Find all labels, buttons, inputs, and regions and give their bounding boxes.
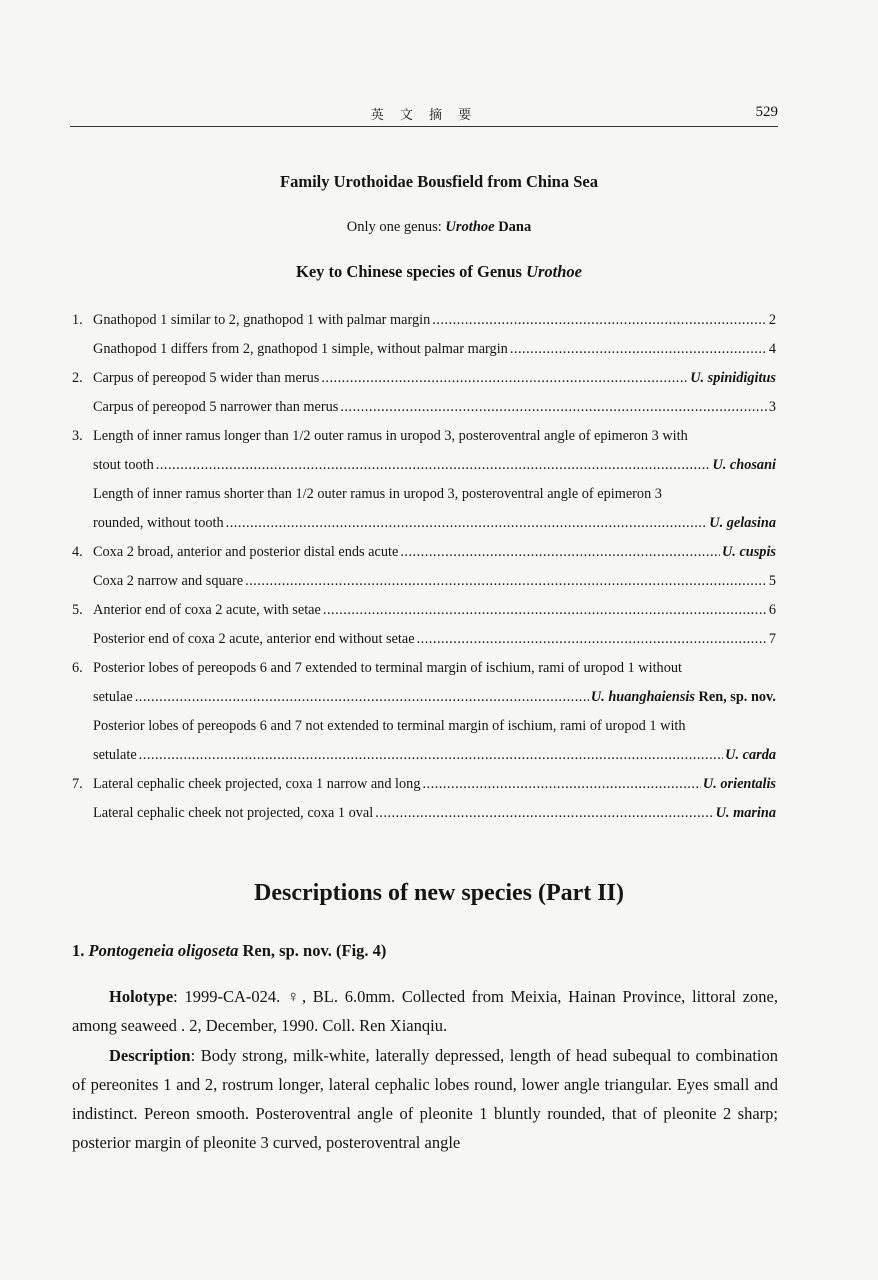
key-result-species <box>591 683 776 712</box>
key-result-species <box>725 741 776 770</box>
key-line-text: Coxa 2 broad, anterior and posterior distal ends acute <box>93 544 399 560</box>
key-entry <box>72 770 776 799</box>
key-result-species <box>716 799 776 828</box>
key-result-text: U. marina <box>715 805 776 821</box>
key-line <box>93 509 776 538</box>
key-couplet-number: 6. <box>72 660 83 676</box>
key-line-text: Posterior end of coxa 2 acute, anterior end without setae <box>93 631 415 647</box>
key-entry <box>72 538 776 567</box>
key-line-text: Length of inner ramus shorter than 1/2 outer ramus in uropod 3, posteroventral angle of epimeron 3 <box>93 486 662 502</box>
key-entry <box>72 654 776 712</box>
key-line-text: Posterior lobes of pereopods 6 and 7 not extended to terminal margin of ischium, rami of uropod 1 with <box>93 718 686 734</box>
key-result-species <box>709 509 776 538</box>
key-result-couplet <box>769 335 776 364</box>
genus-note <box>0 219 878 236</box>
key-entry <box>72 625 776 654</box>
part-title: Descriptions of new species (Part II) <box>254 880 624 906</box>
holotype-text: : 1999-CA-024. ♀, BL. 6.0mm. Collected from Meixia, Hainan Province, littoral zone, among seaweed . 2, December, 1990. Coll. Ren Xianqiu. <box>72 987 778 1035</box>
description-paragraph <box>72 1041 778 1157</box>
key-line <box>93 625 776 654</box>
leader-dots <box>139 741 724 770</box>
key-result-text: 3 <box>768 399 776 415</box>
key-line-text: Coxa 2 narrow and square <box>93 573 244 589</box>
key-line-text: Gnathopod 1 similar to 2, gnathopod 1 with palmar margin <box>93 312 431 328</box>
key-result-couplet <box>769 567 776 596</box>
key-line <box>93 306 776 335</box>
key-result-text: U. chosani <box>712 457 776 473</box>
key-line <box>93 741 776 770</box>
family-title: Family Urothoidae Bousfield from China Sea <box>280 172 598 191</box>
leader-dots <box>323 596 767 625</box>
key-couplet-number: 3. <box>72 428 83 444</box>
key-result-text: U. cuspis <box>721 544 776 560</box>
holotype-paragraph <box>72 982 778 1040</box>
key-couplet-number: 4. <box>72 544 83 560</box>
key-line <box>93 567 776 596</box>
key-result-author: Ren, sp. nov. <box>694 689 776 705</box>
key-entry-body <box>93 712 776 770</box>
key-entry-body <box>93 654 776 712</box>
key-entry <box>72 306 776 335</box>
key-entry <box>72 712 776 770</box>
key-line <box>93 451 776 480</box>
key-entry-body <box>93 364 776 393</box>
species-name: Pontogeneia oligoseta <box>88 941 239 960</box>
key-line <box>93 683 776 712</box>
running-header <box>70 102 778 127</box>
key-line <box>93 422 776 451</box>
key-entry <box>72 480 776 538</box>
key-entry <box>72 596 776 625</box>
key-result-species <box>690 364 776 393</box>
key-line-text: setulate <box>93 747 137 763</box>
key-entry <box>72 335 776 364</box>
description-label: Description <box>109 1046 191 1065</box>
key-entry-body <box>93 538 776 567</box>
key-line <box>93 596 776 625</box>
key-entry-body <box>93 625 776 654</box>
genus-name: Urothoe <box>445 219 495 235</box>
key-line-text: Carpus of pereopod 5 narrower than merus <box>93 399 339 415</box>
key-result-text: U. spinidigitus <box>690 370 776 386</box>
leader-dots <box>321 364 688 393</box>
leader-dots <box>135 683 589 712</box>
key-result-text: 5 <box>768 573 776 589</box>
key-couplet-number: 1. <box>72 312 83 328</box>
key-entry-body <box>93 596 776 625</box>
leader-dots <box>422 770 700 799</box>
key-line-text: rounded, without tooth <box>93 515 224 531</box>
key-result-text: 4 <box>768 341 776 357</box>
key-entry-body <box>93 306 776 335</box>
leader-dots <box>417 625 767 654</box>
leader-dots <box>245 567 767 596</box>
leader-dots <box>156 451 711 480</box>
holotype-label: Holotype <box>109 987 174 1006</box>
leader-dots <box>510 335 767 364</box>
leader-dots <box>432 306 767 335</box>
key-title-prefix: Key to Chinese species of Genus <box>296 262 527 281</box>
key-line <box>93 770 776 799</box>
key-entry <box>72 393 776 422</box>
leader-dots <box>226 509 708 538</box>
key-entry-body <box>93 480 776 538</box>
key-couplet-number: 7. <box>72 776 83 792</box>
key-line <box>93 335 776 364</box>
key-line <box>93 538 776 567</box>
key-line-text: Lateral cephalic cheek not projected, coxa 1 oval <box>93 805 374 821</box>
key-line-text: setulae <box>93 689 133 705</box>
identification-key <box>72 306 776 828</box>
key-result-text: 2 <box>768 312 776 328</box>
key-entry-body <box>93 393 776 422</box>
key-result-species <box>722 538 776 567</box>
description-text: : Body strong, milk-white, laterally depressed, length of head subequal to combination of pereonites 1 and 2, rostrum longer, lateral cephalic lobes round, lower angle triangular. Eyes small and indistinct. Pereon smooth. Posteroventral angle of pleonite 1 bluntly rounded, that of pleonite 2 sharp; posterior margin of pleonite 3 curved, posteroventral angle <box>72 1046 778 1152</box>
key-line-text: Lateral cephalic cheek projected, coxa 1 narrow and long <box>93 776 421 792</box>
key-entry <box>72 364 776 393</box>
key-result-couplet <box>769 306 776 335</box>
key-line-text: Anterior end of coxa 2 acute, with setae <box>93 602 321 618</box>
key-title-genus: Urothoe <box>526 262 582 281</box>
key-line <box>93 799 776 828</box>
key-result-couplet <box>769 596 776 625</box>
leader-dots <box>340 393 766 422</box>
key-entry <box>72 567 776 596</box>
key-title <box>0 262 878 282</box>
key-line-text: Gnathopod 1 differs from 2, gnathopod 1 simple, without palmar margin <box>93 341 508 357</box>
key-line <box>93 654 776 683</box>
species-number: 1. <box>72 941 89 960</box>
key-entry <box>72 422 776 480</box>
key-result-couplet <box>769 393 776 422</box>
key-line-text: stout tooth <box>93 457 154 473</box>
key-entry-body <box>93 770 776 799</box>
key-result-species <box>712 451 776 480</box>
key-entry-body <box>93 335 776 364</box>
leader-dots <box>400 538 720 567</box>
key-result-text: U. orientalis <box>702 776 776 792</box>
key-result-text: U. gelasina <box>709 515 776 531</box>
key-line <box>93 364 776 393</box>
leader-dots <box>375 799 713 828</box>
key-result-species <box>703 770 776 799</box>
key-result-couplet <box>769 625 776 654</box>
key-entry-body <box>93 422 776 480</box>
key-line-text: Posterior lobes of pereopods 6 and 7 extended to terminal margin of ischium, rami of uropod 1 without <box>93 660 682 676</box>
header-section-title: 英 文 摘 要 <box>370 108 478 123</box>
genus-author: Dana <box>494 219 532 235</box>
species-heading <box>72 941 386 961</box>
key-line <box>93 393 776 422</box>
key-line <box>93 712 776 741</box>
key-entry-body <box>93 799 776 828</box>
genus-note-prefix: Only one genus: <box>346 219 446 235</box>
key-entry <box>72 799 776 828</box>
key-result-text: U. huanghaiensis <box>590 689 695 705</box>
key-result-text: U. carda <box>725 747 776 763</box>
species-heading-rest: Ren, sp. nov. (Fig. 4) <box>238 941 387 960</box>
key-couplet-number: 2. <box>72 370 83 386</box>
key-line <box>93 480 776 509</box>
key-result-text: 7 <box>768 631 776 647</box>
key-entry-body <box>93 567 776 596</box>
key-result-text: 6 <box>768 602 776 618</box>
page-number: 529 <box>755 104 778 120</box>
key-line-text: Carpus of pereopod 5 wider than merus <box>93 370 320 386</box>
key-couplet-number: 5. <box>72 602 83 618</box>
key-line-text: Length of inner ramus longer than 1/2 outer ramus in uropod 3, posteroventral angle of epimeron 3 with <box>93 428 688 444</box>
